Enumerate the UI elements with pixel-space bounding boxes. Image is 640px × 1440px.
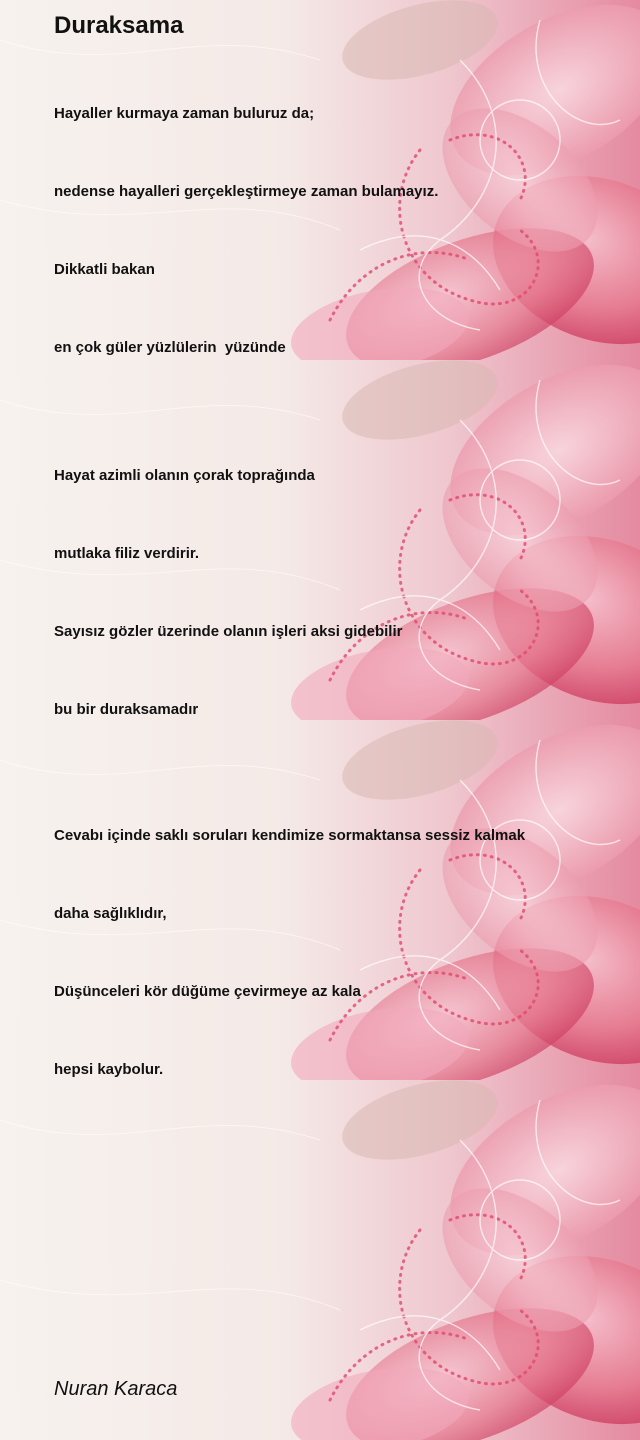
poem-line: daha sağlıklıdır, [54,905,167,922]
stanza-3 [54,771,525,1080]
poem-line: nedense hayalleri gerçekleştirmeye zaman bulamayız. [54,183,439,200]
poem-line: Cevabı içinde saklı soruları kendimize sormaktansa sessiz kalmak [54,827,526,844]
poem-title: Duraksama [54,12,184,39]
poem-line: Hayaller kurmaya zaman buluruz da; [54,105,315,122]
stanza-2 [54,411,402,720]
poem-line: Hayat azimli olanın çorak toprağında [54,467,315,484]
poem-line: hepsi kaybolur. [54,1061,164,1078]
poem-line: bu bir duraksamadır [54,701,199,718]
poem-panel-3 [0,720,640,1080]
poem-panel-1 [0,0,640,360]
poem-line: Düşünceleri kör düğüme çevirmeye az kala [54,983,361,1000]
poem-line: mutlaka filiz verdirir. [54,545,200,562]
stanza-1 [54,49,573,360]
poem-line: Dikkatli bakan [54,261,155,278]
poem-panel-2 [0,360,640,720]
poem-line: en çok güler yüzlülerin yüzünde [54,339,286,356]
author-name: Nuran Karaca [54,1378,178,1400]
poem-line: Sayısız gözler üzerinde olanın işleri aksi gidebilir [54,623,403,640]
